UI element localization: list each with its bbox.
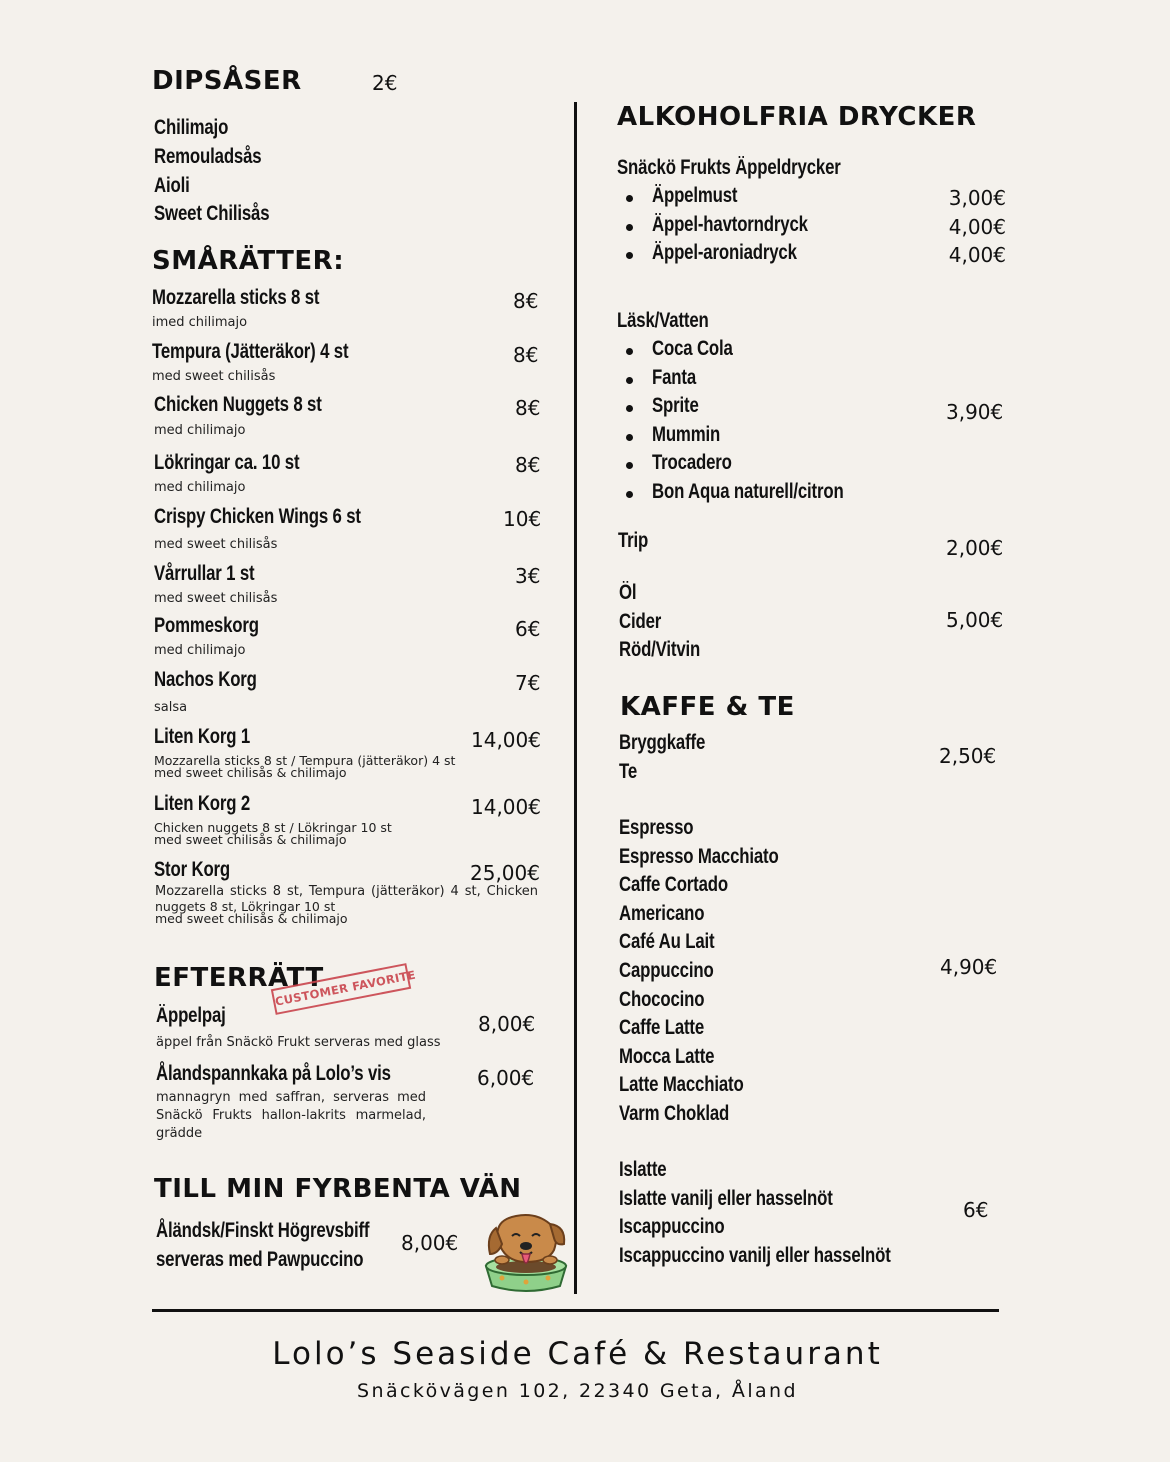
menu-item-name: Ålandspannkaka på Lolo’s vis — [156, 1062, 391, 1085]
menu-item-name: Tempura (Jätteräkor) 4 st — [152, 340, 349, 363]
drinks-title: ALKOHOLFRIA DRYCKER — [617, 102, 977, 132]
menu-item-name: Vårrullar 1 st — [154, 562, 255, 585]
dip-item: Aioli — [154, 174, 190, 197]
menu-item-desc: med sweet chilisås & chilimajo — [154, 832, 347, 847]
menu-item-name: Chicken Nuggets 8 st — [154, 393, 322, 416]
menu-item-price: 8€ — [515, 453, 541, 477]
menu-item-desc: med sweet chilisås — [154, 591, 278, 606]
list-item: Espresso Macchiato — [619, 844, 779, 868]
coffee-basic-list — [619, 731, 727, 788]
apple-drinks-list — [616, 184, 1008, 270]
soda-title: Läsk/Vatten — [617, 309, 709, 332]
menu-item-desc: med chilimajo — [154, 643, 246, 658]
list-item: Islatte — [619, 1158, 667, 1181]
apple-drinks-title: Snäckö Frukts Äppeldrycker — [617, 156, 841, 179]
espresso-price: 4,90€ — [940, 955, 998, 979]
drink-price: 4,00€ — [948, 243, 1006, 268]
drink-price: 3,00€ — [948, 186, 1006, 210]
list-item: Fanta — [616, 366, 916, 395]
list-item: Äppelmust 3,00€ — [616, 184, 1008, 213]
list-item: Islatte vanilj eller hasselnöt — [619, 1186, 833, 1210]
dips-price: 2€ — [372, 71, 398, 95]
list-item: Espresso — [619, 816, 694, 839]
menu-item-desc: salsa — [154, 700, 188, 715]
smaratter-title: SMÅRÄTTER: — [152, 246, 345, 276]
list-item: Sprite — [616, 394, 916, 423]
coffee-title: KAFFE & TE — [620, 692, 795, 722]
dog-item-price: 8,00€ — [401, 1231, 459, 1255]
menu-item-name: Pommeskorg — [154, 614, 259, 637]
soda-price: 3,90€ — [946, 400, 1004, 424]
dog-item-line: Åländsk/Finskt Högrevsbiff — [156, 1219, 370, 1242]
menu-item-price: 8,00€ — [478, 1012, 536, 1036]
menu-item-price: 14,00€ — [471, 728, 541, 752]
list-item: Café Au Lait — [619, 930, 715, 954]
menu-item-price: 8€ — [513, 289, 539, 313]
menu-item-name: Mozzarella sticks 8 st — [152, 286, 320, 309]
dog-bowl-icon — [480, 1210, 572, 1296]
iced-price: 6€ — [963, 1198, 989, 1222]
dip-item: Chilimajo — [154, 116, 229, 139]
list-item: Mummin — [616, 423, 916, 452]
iced-list — [619, 1158, 959, 1272]
alcohol-price: 5,00€ — [946, 608, 1004, 632]
menu-item-desc: med chilimajo — [154, 480, 246, 495]
soda-list — [616, 337, 916, 509]
list-item: Trocadero — [616, 451, 916, 480]
menu-item-price: 6,00€ — [477, 1066, 535, 1090]
alcohol-list — [619, 581, 720, 667]
menu-item-price: 8€ — [515, 396, 541, 420]
footer-divider — [152, 1309, 999, 1312]
menu-item-desc: Mozzarella sticks 8 st, Tempura (jätteräkor) 4 st, Chicken — [155, 884, 538, 899]
list-item: Bryggkaffe — [619, 731, 706, 754]
menu-item-name: Crispy Chicken Wings 6 st — [154, 505, 361, 528]
menu-item-name: Lökringar ca. 10 st — [154, 451, 300, 474]
trip-name: Trip — [618, 529, 649, 552]
menu-item-name: Stor Korg — [154, 858, 231, 881]
list-item: Iscappuccino — [619, 1215, 725, 1239]
menu-item-desc: Chicken nuggets 8 st / Lökringar 10 st — [154, 820, 392, 835]
restaurant-address: Snäckövägen 102, 22340 Geta, Åland — [357, 1380, 798, 1402]
menu-item-desc: med sweet chilisås & chilimajo — [154, 765, 347, 780]
espresso-list — [619, 816, 818, 1131]
trip-price: 2,00€ — [946, 536, 1004, 560]
list-item: Latte Macchiato — [619, 1073, 744, 1097]
dips-title: DIPSÅSER — [152, 66, 302, 96]
list-item: Öl — [619, 581, 637, 604]
dog-section-title: TILL MIN FYRBENTA VÄN — [154, 1174, 522, 1204]
list-item: Caffe Cortado — [619, 873, 728, 897]
menu-item-desc: Snäckö Frukts hallon-lakrits marmelad, — [156, 1108, 426, 1123]
menu-item-price: 25,00€ — [470, 861, 540, 885]
menu-item-desc: mannagryn med saffran, serveras med — [156, 1090, 426, 1105]
menu-item-name: Äppelpaj — [156, 1004, 226, 1027]
dip-item: Remouladsås — [154, 145, 262, 168]
list-item: Röd/Vitvin — [619, 638, 701, 662]
list-item: Mocca Latte — [619, 1044, 715, 1068]
list-item: Coca Cola — [616, 337, 916, 366]
menu-item-price: 3€ — [515, 564, 541, 588]
menu-item-price: 10€ — [503, 507, 542, 531]
menu-item-price: 8€ — [513, 343, 539, 367]
list-item: Varm Choklad — [619, 1101, 730, 1125]
list-item: Te — [619, 759, 638, 783]
coffee-basic-price: 2,50€ — [939, 744, 997, 768]
menu-item-desc: nuggets 8 st, Lökringar 10 st — [155, 899, 336, 914]
customer-favorite-stamp: CUSTOMER FAVORITE — [271, 963, 411, 1015]
menu-item-desc: med chilimajo — [154, 423, 246, 438]
menu-item-desc: äppel från Snäckö Frukt serveras med glass — [156, 1035, 441, 1050]
list-item: Americano — [619, 901, 705, 925]
list-item: Chococino — [619, 987, 705, 1011]
list-item: Caffe Latte — [619, 1016, 705, 1040]
menu-item-name: Liten Korg 2 — [154, 792, 251, 815]
list-item: Cider — [619, 609, 662, 633]
dog-item-line: serveras med Pawpuccino — [156, 1248, 364, 1271]
menu-item-name: Liten Korg 1 — [154, 725, 251, 748]
list-item: Äppel-aroniadryck 4,00€ — [616, 241, 1008, 270]
column-divider — [574, 102, 577, 1294]
dip-item: Sweet Chilisås — [154, 202, 270, 225]
list-item: Cappuccino — [619, 958, 714, 982]
menu-item-desc: med sweet chilisås — [152, 369, 276, 384]
menu-item-desc: imed chilimajo — [152, 315, 248, 330]
menu-item-desc: med sweet chilisås — [154, 537, 278, 552]
menu-item-desc: grädde — [156, 1126, 203, 1141]
list-item: Äppel-havtorndryck 4,00€ — [616, 213, 1008, 242]
list-item: Iscappuccino vanilj eller hasselnöt — [619, 1243, 891, 1267]
list-item: Bon Aqua naturell/citron — [616, 480, 916, 509]
restaurant-name: Lolo’s Seaside Café & Restaurant — [272, 1336, 883, 1372]
efterratt-title: EFTERRÄTT — [154, 963, 324, 993]
menu-item-price: 14,00€ — [471, 795, 541, 819]
menu-item-desc: med sweet chilisås & chilimajo — [155, 911, 348, 926]
drink-price: 4,00€ — [948, 214, 1006, 239]
menu-item-name: Nachos Korg — [154, 668, 257, 691]
menu-item-desc: Mozzarella sticks 8 st / Tempura (jätteräkor) 4 st — [154, 753, 456, 768]
menu-item-price: 6€ — [515, 617, 541, 641]
menu-item-price: 7€ — [515, 671, 541, 695]
